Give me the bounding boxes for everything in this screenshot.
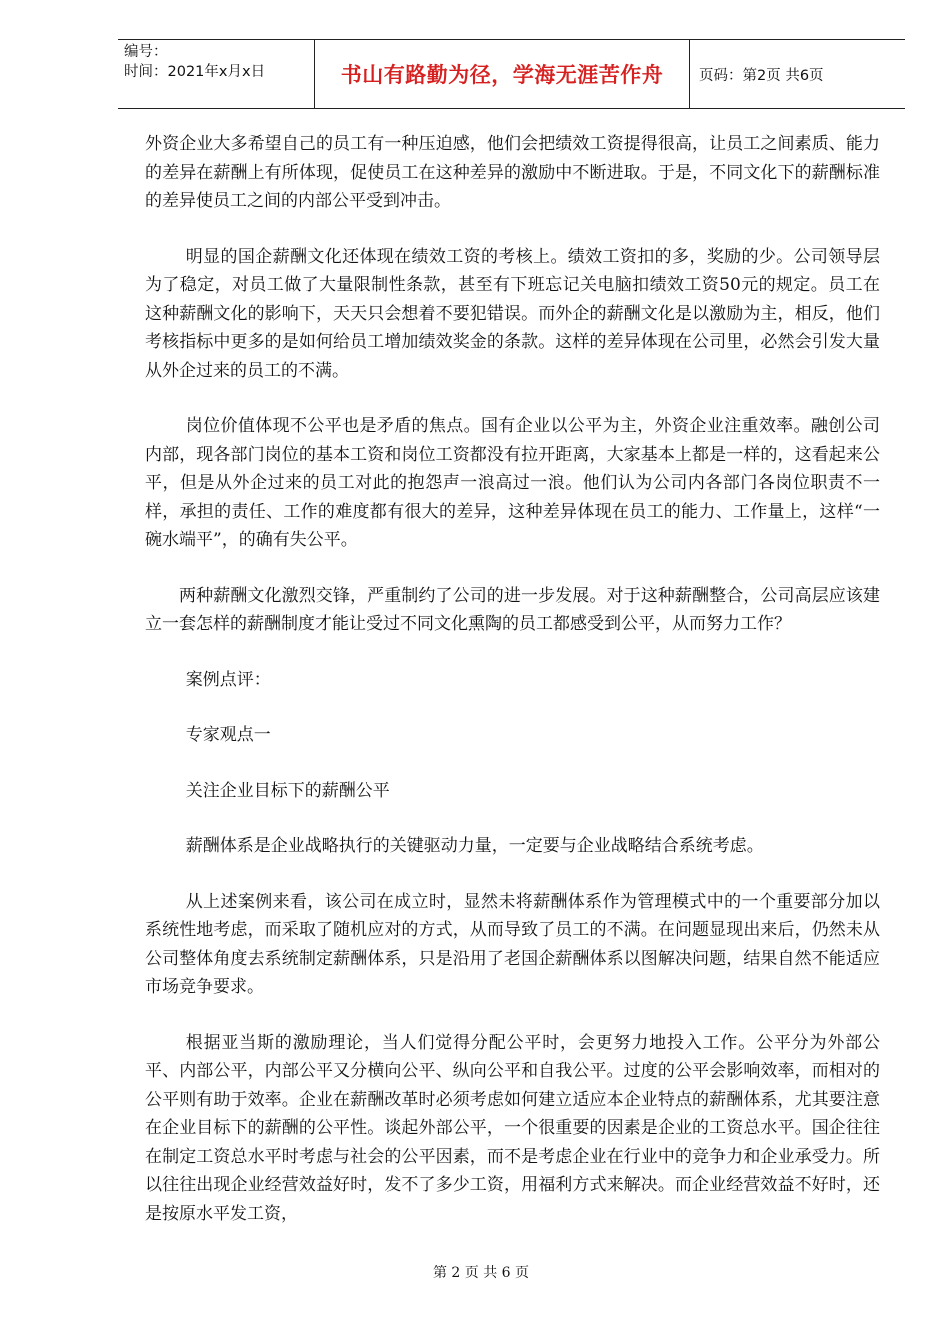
document-body [145,130,880,1255]
section-heading: 专家观点一 [185,725,271,745]
paragraph: 从上述案例来看，该公司在成立时，显然未将薪酬体系作为管理模式中的一个重要部分加以系统性地考虑，而采取了随机应对的方式，从而导致了员工的不满。在问题显现出来后，仍然未从公司整体角度去系统制定薪酬体系，只是沿用了老国企薪酬体系以图解决问题，结果自然不能适应市场竞争要求。 [145,891,880,997]
paragraph: 薪酬体系是企业战略执行的关键驱动力量，一定要与企业战略结合系统考虑。 [185,836,764,856]
section-heading: 案例点评： [185,669,271,690]
header-meta [118,40,315,108]
paragraph: 岗位价值体现不公平也是矛盾的焦点。国有企业以公平为主，外资企业注重效率。融创公司内部，现各部门岗位的基本工资和岗位工资都没有拉开距离，大家基本上都是一样的，这看起来公平，但是从外企过来的员工对此的抱怨声一浪高过一浪。他们认为公司内各部门各岗位职责不一样，承担的责任、工作的难度都有很大的差异，这种差异体现在员工的能力、工作量上，这样“一碗水端平”，的确有失公平。 [145,416,880,550]
paragraph: 两种薪酬文化激烈交锋，严重制约了公司的进一步发展。对于这种薪酬整合，公司高层应该建立一套怎样的薪酬制度才能让受过不同文化熏陶的员工都感受到公平，从而努力工作？ [145,585,880,634]
paragraph: 根据亚当斯的激励理论，当人们觉得分配公平时，会更努力地投入工作。公平分为外部公平、内部公平，内部公平又分横向公平、纵向公平和自我公平。过度的公平会影响效率，而相对的公平则有助于效率。企业在薪酬改革时必须考虑如何建立适应本企业特点的薪酬体系，尤其要注意在企业目标下的薪酬的公平性。谈起外部公平，一个很重要的因素是企业的工资总水平。国企往往在制定工资总水平时考虑与社会的公平因素，而不是考虑企业在行业中的竞争力和企业承受力。所以往往出现企业经营效益好时，发不了多少工资，用福利方式来解决。而企业经营效益不好时，还是按原水平发工资， [145,1032,880,1224]
page-header [118,39,905,109]
page-footer: 第 2 页 共 6 页 [432,1265,530,1281]
document-time-label: 时间：2021年x月x日 [124,64,266,80]
paragraph: 明显的国企薪酬文化还体现在绩效工资的考核上。绩效工资扣的多，奖励的少。公司领导层为了稳定，对员工做了大量限制性条款，甚至有下班忘记关电脑扣绩效工资50元的规定。员工在这种薪酬文化的影响下，天天只会想着不要犯错误。而外企的薪酬文化是以激励为主，相反，他们考核指标中更多的是如何给员工增加绩效奖金的条款。这样的差异体现在公司里，必然会引发大量从外企过来的员工的不满。 [145,246,880,381]
section-heading: 关注企业目标下的薪酬公平 [185,780,390,801]
header-page-number: 页码：第2页 共6页 [699,67,824,84]
header-motto: 书山有路勤为径，学海无涯苦作舟 [315,40,690,108]
document-number-label: 编号： [124,44,168,60]
paragraph: 外资企业大多希望自己的员工有一种压迫感，他们会把绩效工资提得很高，让员工之间素质、能力的差异在薪酬上有所体现，促使员工在这种差异的激励中不断进取。于是，不同文化下的薪酬标准的差异使员工之间的内部公平受到冲击。 [145,134,880,211]
